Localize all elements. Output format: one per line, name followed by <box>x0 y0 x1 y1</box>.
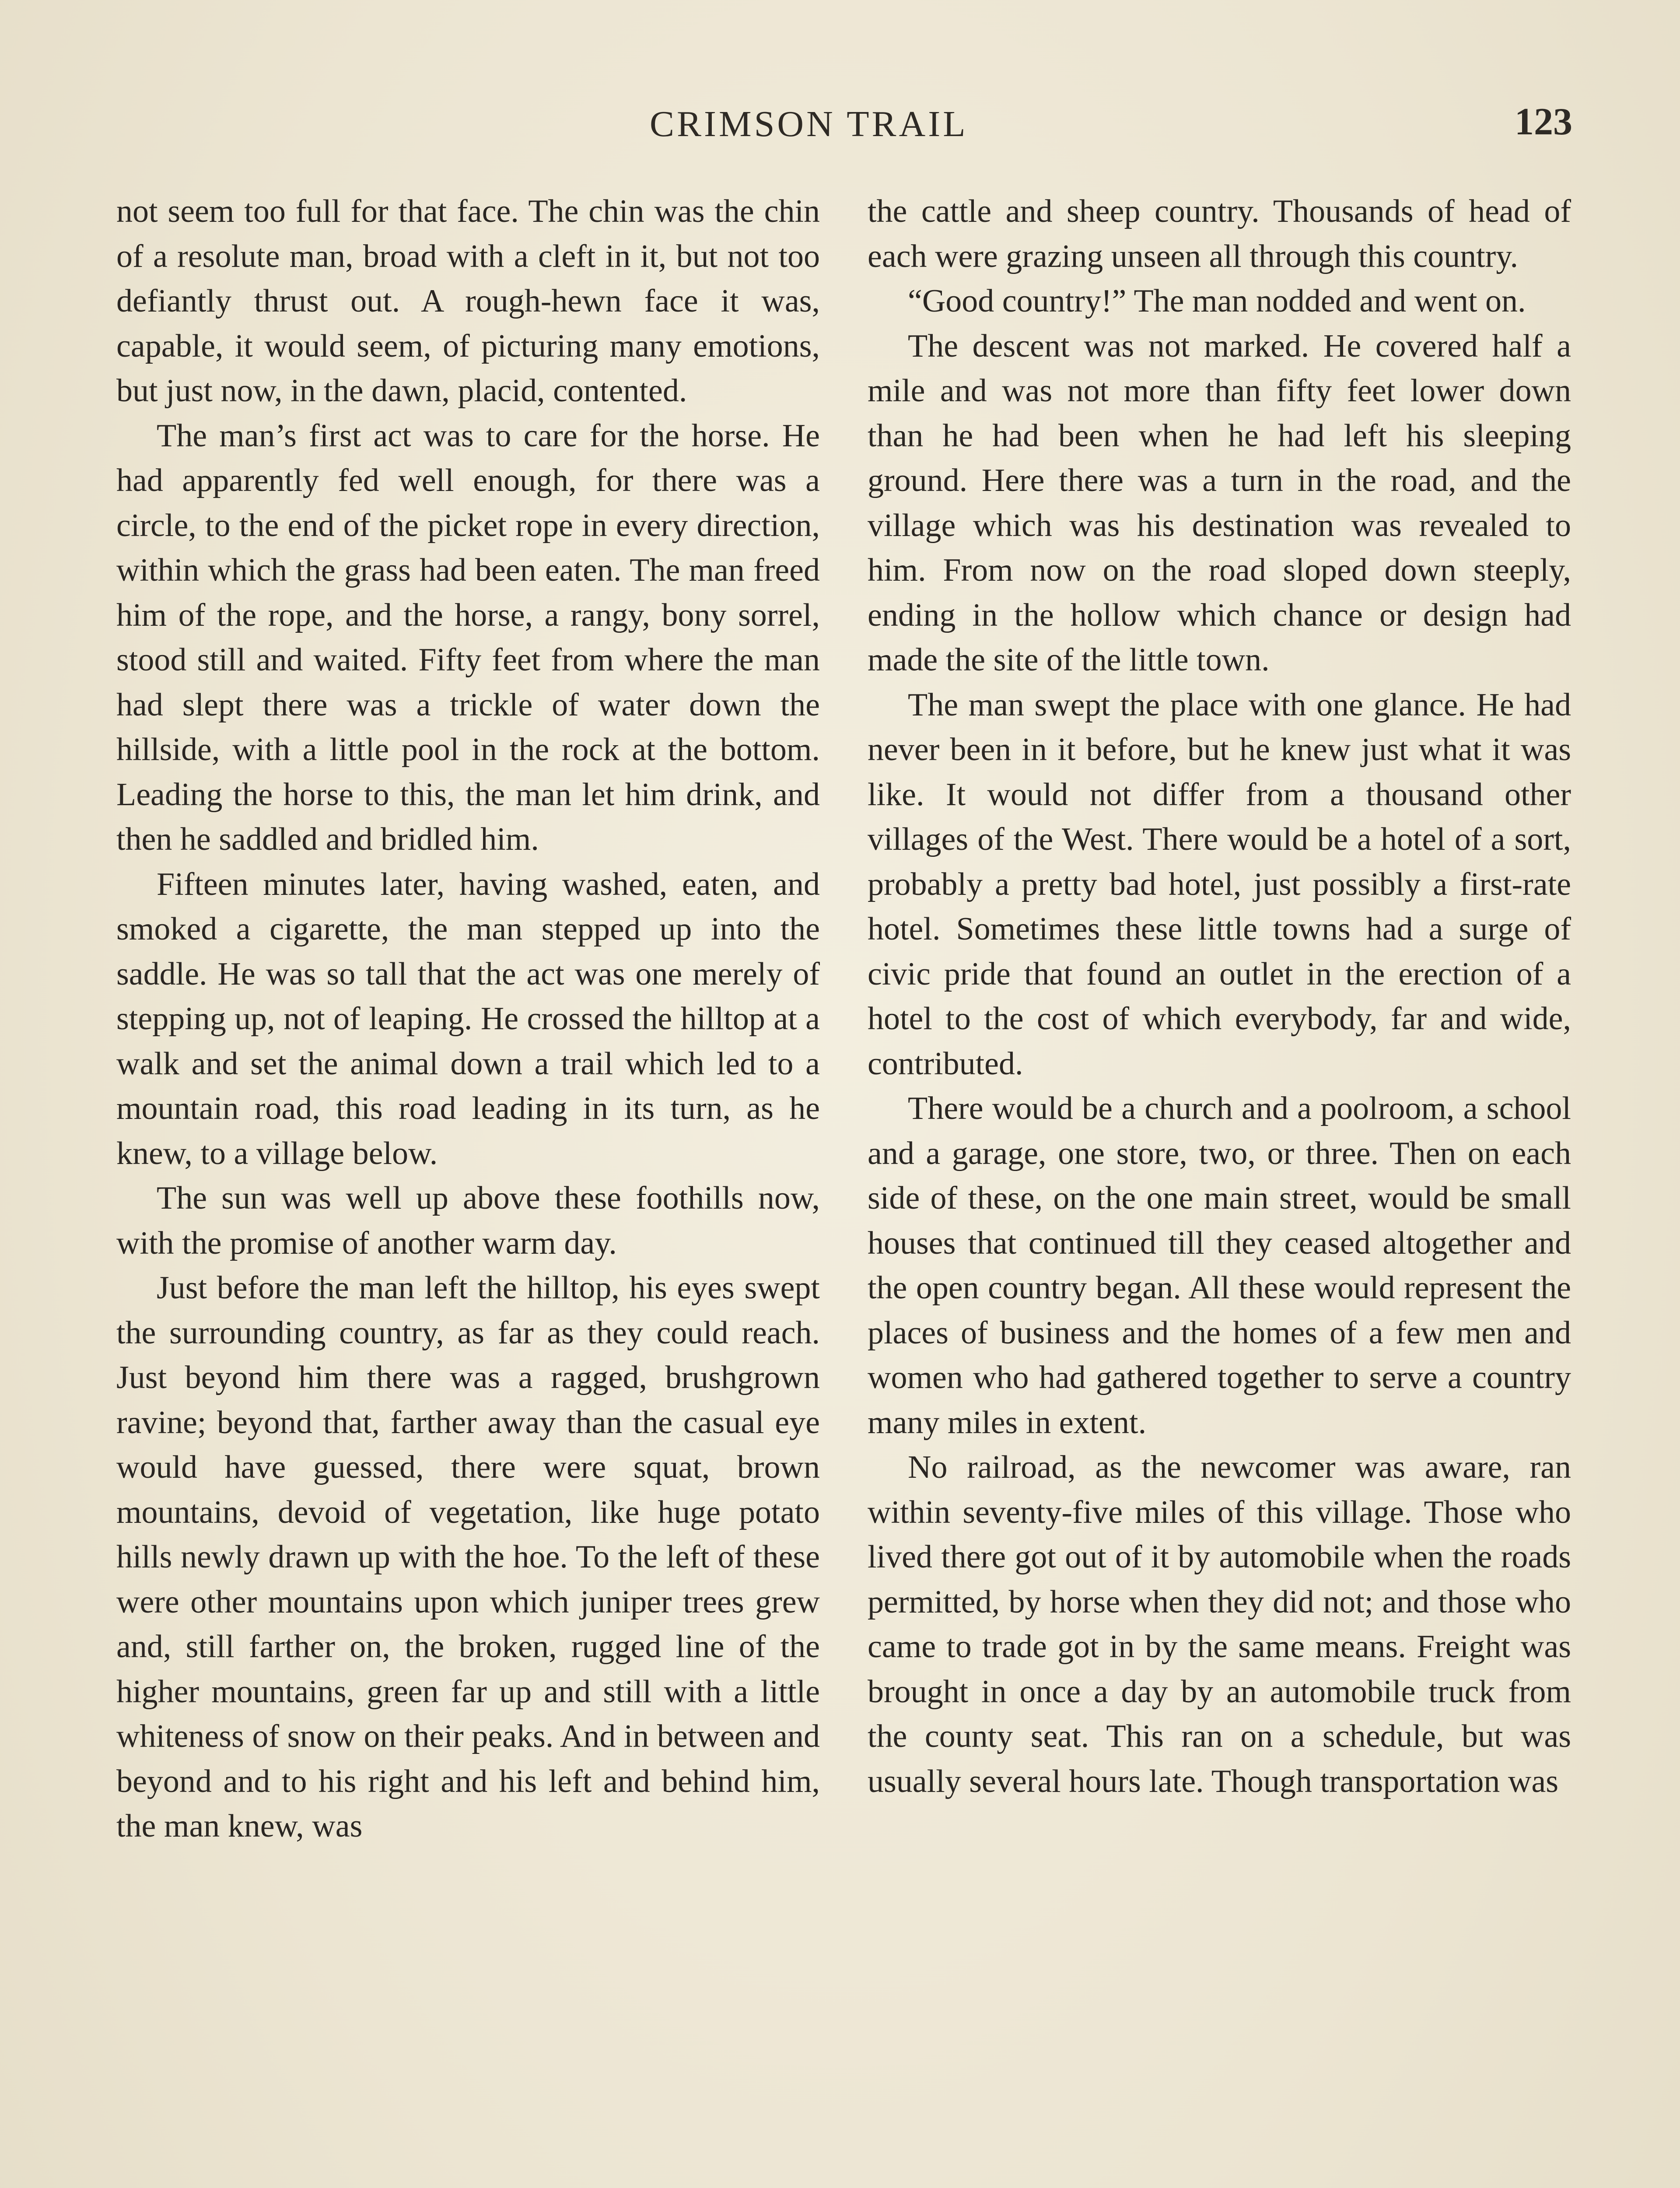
paragraph: There would be a church and a poolroom, a school and a garage, one store, two, or three. Then on each side of these, on the one main street, would be small houses that continued till they ceased altogether and the open country began. All these would represent the places of business and the homes of a few men and women who had gathered together to serve a country many miles in extent. <box>868 1090 1571 1441</box>
paragraph: No railroad, as the newcomer was aware, ran within seventy-five miles of this village. Those who lived there got out of it by automobile when the roads permitted, by horse when they did not; and those who came to trade got in by the same means. Freight was brought in once a day by an automobile truck from the county seat. This ran on a schedule, but was usually several hours late. Though transportation was <box>868 1449 1571 1799</box>
paragraph: not seem too full for that face. The chin was the chin of a resolute man, broad with a cleft in it, but not too defiantly thrust out. A rough-hewn face it was, capable, it would seem, of picturing many emotions, but just now, in the dawn, placid, contented. <box>116 193 820 409</box>
paragraph: The man’s first act was to care for the horse. He had apparently fed well enough, for there was a circle, to the end of the picket rope in every direction, within which the grass had been eaten. The man freed him of the rope, and the horse, a rangy, bony sorrel, stood still and waited. Fifty feet from where the man had slept there was a trickle of water down the hillside, with a little pool in the rock at the bottom. Leading the horse to this, the man let him drink, and then he saddled and bridled him. <box>116 417 820 857</box>
paragraph: Just before the man left the hilltop, his eyes swept the surrounding country, as far as they could reach. Just beyond him there was a ragged, brushgrown ravine; beyond that, farther away than the casual eye would have guessed, there were squat, brown mountains, devoid of vegetation, like huge potato hills newly drawn up with the hoe. To the left of these were other mountains upon which juniper trees grew and, still farther on, the broken, rugged line of the higher mountains, green far up and still with a little whiteness of snow on their peaks. And in between and beyond and to his right and his left and behind him, the man knew, was <box>116 1270 820 1844</box>
paragraph: the cattle and sheep country. Thousands of head of each were grazing unseen all through this country. <box>868 193 1571 274</box>
paragraph: “Good country!” The man nodded and went on. <box>908 283 1526 319</box>
left-text-column <box>116 189 820 1849</box>
paragraph: The sun was well up above these foothills now, with the promise of another warm day. <box>116 1180 820 1261</box>
right-text-column <box>868 189 1571 1804</box>
paragraph: The descent was not marked. He covered half a mile and was not more than fifty feet lower down than he had been when he had left his sleeping ground. Here there was a turn in the road, and the village which was his destination was revealed to him. From now on the road sloped down steeply, ending in the hollow which chance or design had made the site of the little town. <box>868 328 1571 678</box>
running-title: CRIMSON TRAIL <box>650 104 968 144</box>
paragraph: Fifteen minutes later, having washed, eaten, and smoked a cigarette, the man stepped up into the saddle. He was so tall that the act was one merely of stepping up, not of leaping. He crossed the hilltop at a walk and set the animal down a trail which led to a mountain road, this road leading in its turn, as he knew, to a village below. <box>116 866 820 1171</box>
page-number: 123 <box>1515 101 1572 143</box>
paragraph: The man swept the place with one glance. He had never been in it before, but he knew just what it was like. It would not differ from a thousand other villages of the West. There would be a hotel of a sort, probably a pretty bad hotel, just possibly a first-rate hotel. Sometimes these little towns had a surge of civic pride that found an outlet in the erection of a hotel to the cost of which everybody, far and wide, contributed. <box>868 687 1571 1082</box>
